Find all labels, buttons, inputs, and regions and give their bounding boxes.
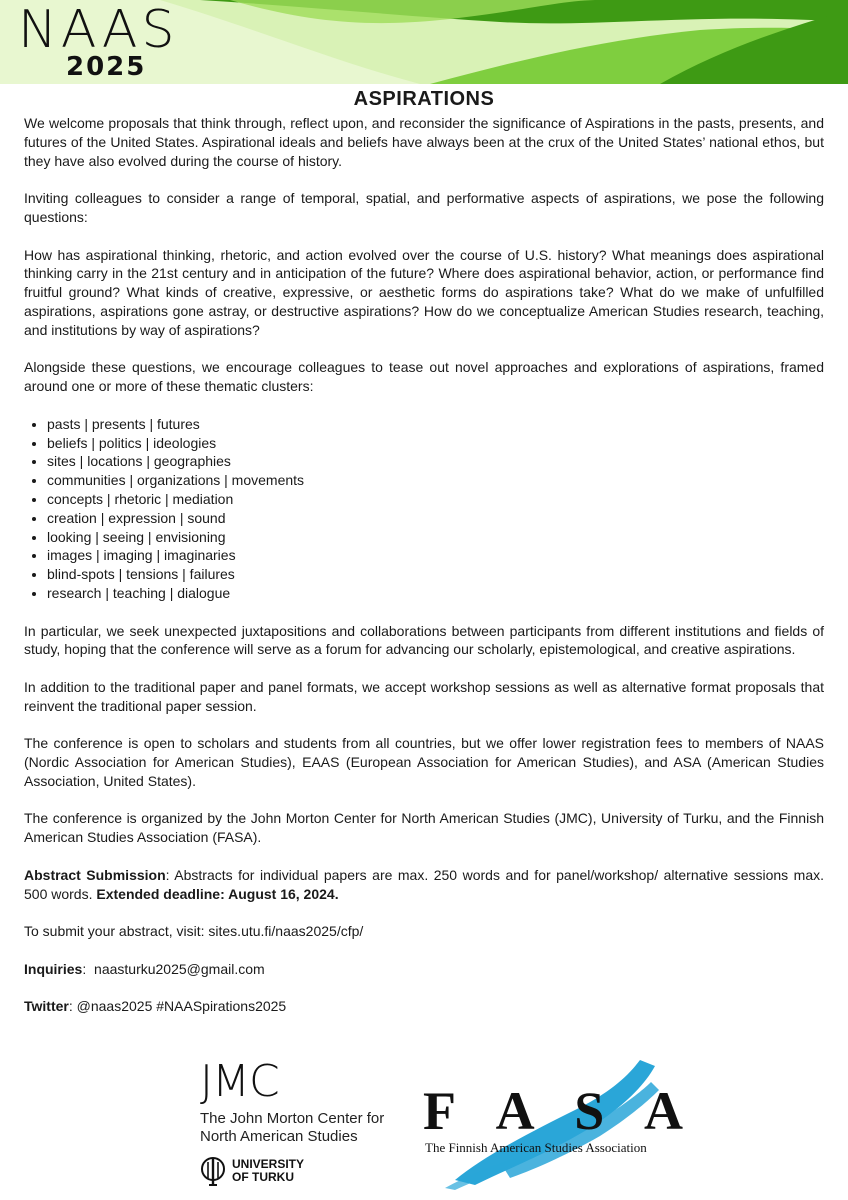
abstract-text: : Abstracts for individual papers are max. 250 words and for panel/workshop/ alternative sessions max. 500 words. [24, 866, 825, 902]
fasa-letter-a: A [495, 1081, 535, 1141]
fasa-wordmark [423, 1081, 683, 1141]
juxtapositions-paragraph: In particular, we seek unexpected juxtapositions and collaborations between participants from different institutions and fields of study, hoping that the conference will serve as a forum for advancing our scholarly, epistemological, and creative aspirations. [24, 622, 824, 658]
list-item: • beliefs | politics | ideologies [47, 434, 824, 453]
fasa-logo [415, 1060, 695, 1190]
list-item: • creation | expression | sound [47, 509, 824, 528]
turku-wordmark [232, 1158, 304, 1184]
turku-emblem-icon [200, 1156, 226, 1186]
naas-logo-year: 2025 [66, 52, 147, 82]
twitter-paragraph [24, 997, 824, 1016]
twitter-separator: : [68, 998, 77, 1015]
jmc-logo [200, 1056, 385, 1146]
twitter-label: Twitter [24, 998, 69, 1015]
turku-line-2: OF TURKU [232, 1170, 294, 1184]
list-item: • pasts | presents | futures [47, 415, 824, 434]
jmc-logo-line-2: North American Studies [200, 1128, 358, 1145]
fasa-letter-s: S [574, 1081, 605, 1141]
organizers-paragraph: The conference is organized by the John Morton Center for North American Studies (JMC), University of Turku, and the Finnish American Studies Association (FASA). [24, 810, 824, 846]
open-conference-paragraph: The conference is open to scholars and students from all countries, but we offer lower registration fees to members of NAAS (Nordic Association for American Studies), EAAS (European Association for American Studies), and ASA (American Studies Association, United States). [24, 735, 824, 789]
twitter-handle: @naas2025 #NAASpirations2025 [76, 998, 287, 1015]
naas-logo: NAAS [18, 0, 179, 60]
deadline-text: Extended deadline: August 16, 2024. [96, 885, 339, 902]
inquiries-separator: : [82, 960, 95, 977]
list-item: • research | teaching | dialogue [47, 584, 824, 603]
page-title: ASPIRATIONS [353, 88, 495, 110]
list-item: • images | imaging | imaginaries [47, 546, 824, 565]
fasa-subtitle: The Finnish American Studies Association [425, 1140, 647, 1155]
list-item: • looking | seeing | envisioning [47, 528, 824, 547]
turku-line-1: UNIVERSITY [232, 1157, 305, 1171]
abstract-label: Abstract Submission [24, 866, 166, 883]
invite-paragraph: Inviting colleagues to consider a range of temporal, spatial, and performative aspects of aspirations, we pose the following questions: [24, 190, 824, 225]
abstract-submission-paragraph [24, 866, 824, 904]
inquiries-label: Inquiries [24, 960, 83, 977]
list-item: • concepts | rhetoric | mediation [47, 490, 824, 509]
jmc-logo-mark: JMC [200, 1056, 279, 1107]
intro-paragraph: We welcome proposals that think through, reflect upon, and reconsider the significance of Aspirations in the pasts, presents, and futures of the United States. Aspirational ideals and beliefs have always been at the crux of the United States’ national ethos, but they have also evolved during the course of history. [24, 115, 824, 169]
footer-logos [0, 1056, 848, 1200]
clusters-intro-paragraph: Alongside these questions, we encourage colleagues to tease out novel approaches and explorations of aspirations, framed around one or more of these thematic clusters: [24, 359, 824, 395]
list-item: • blind-spots | tensions | failures [47, 565, 824, 584]
fasa-letter-f: F [423, 1081, 456, 1141]
list-item: • communities | organizations | movements [47, 471, 824, 490]
fasa-letter-a2: A [643, 1081, 683, 1141]
questions-paragraph: How has aspirational thinking, rhetoric, and action evolved over the course of U.S. history? What meanings does aspirational thinking carry in the 21st century and in anticipation of the future? Where does aspirational behavior, action, or performance find fruitful ground? What kinds of creative, expressive, or aesthetic forms do aspirations take? What do we make of unfulfilled aspirations, aspirations gone astray, or destructive aspirations? How do we conceptualize American Studies research, teaching, and institutions by way of aspirations? [24, 246, 824, 338]
submit-paragraph: To submit your abstract, visit: sites.utu.fi/naas2025/cfp/ [24, 923, 364, 940]
thematic-clusters-list [24, 415, 824, 603]
list-item: • sites | locations | geographies [47, 452, 824, 471]
header-banner [0, 0, 848, 84]
jmc-logo-line-1: The John Morton Center for [200, 1110, 385, 1127]
inquiries-email: naasturku2025@gmail.com [94, 960, 265, 977]
inquiries-paragraph [24, 960, 824, 979]
call-for-papers-body [24, 114, 824, 1035]
university-of-turku-logo [200, 1156, 304, 1186]
formats-paragraph: In addition to the traditional paper and panel formats, we accept workshop sessions as well as alternative format proposals that reinvent the traditional paper session. [24, 678, 824, 714]
